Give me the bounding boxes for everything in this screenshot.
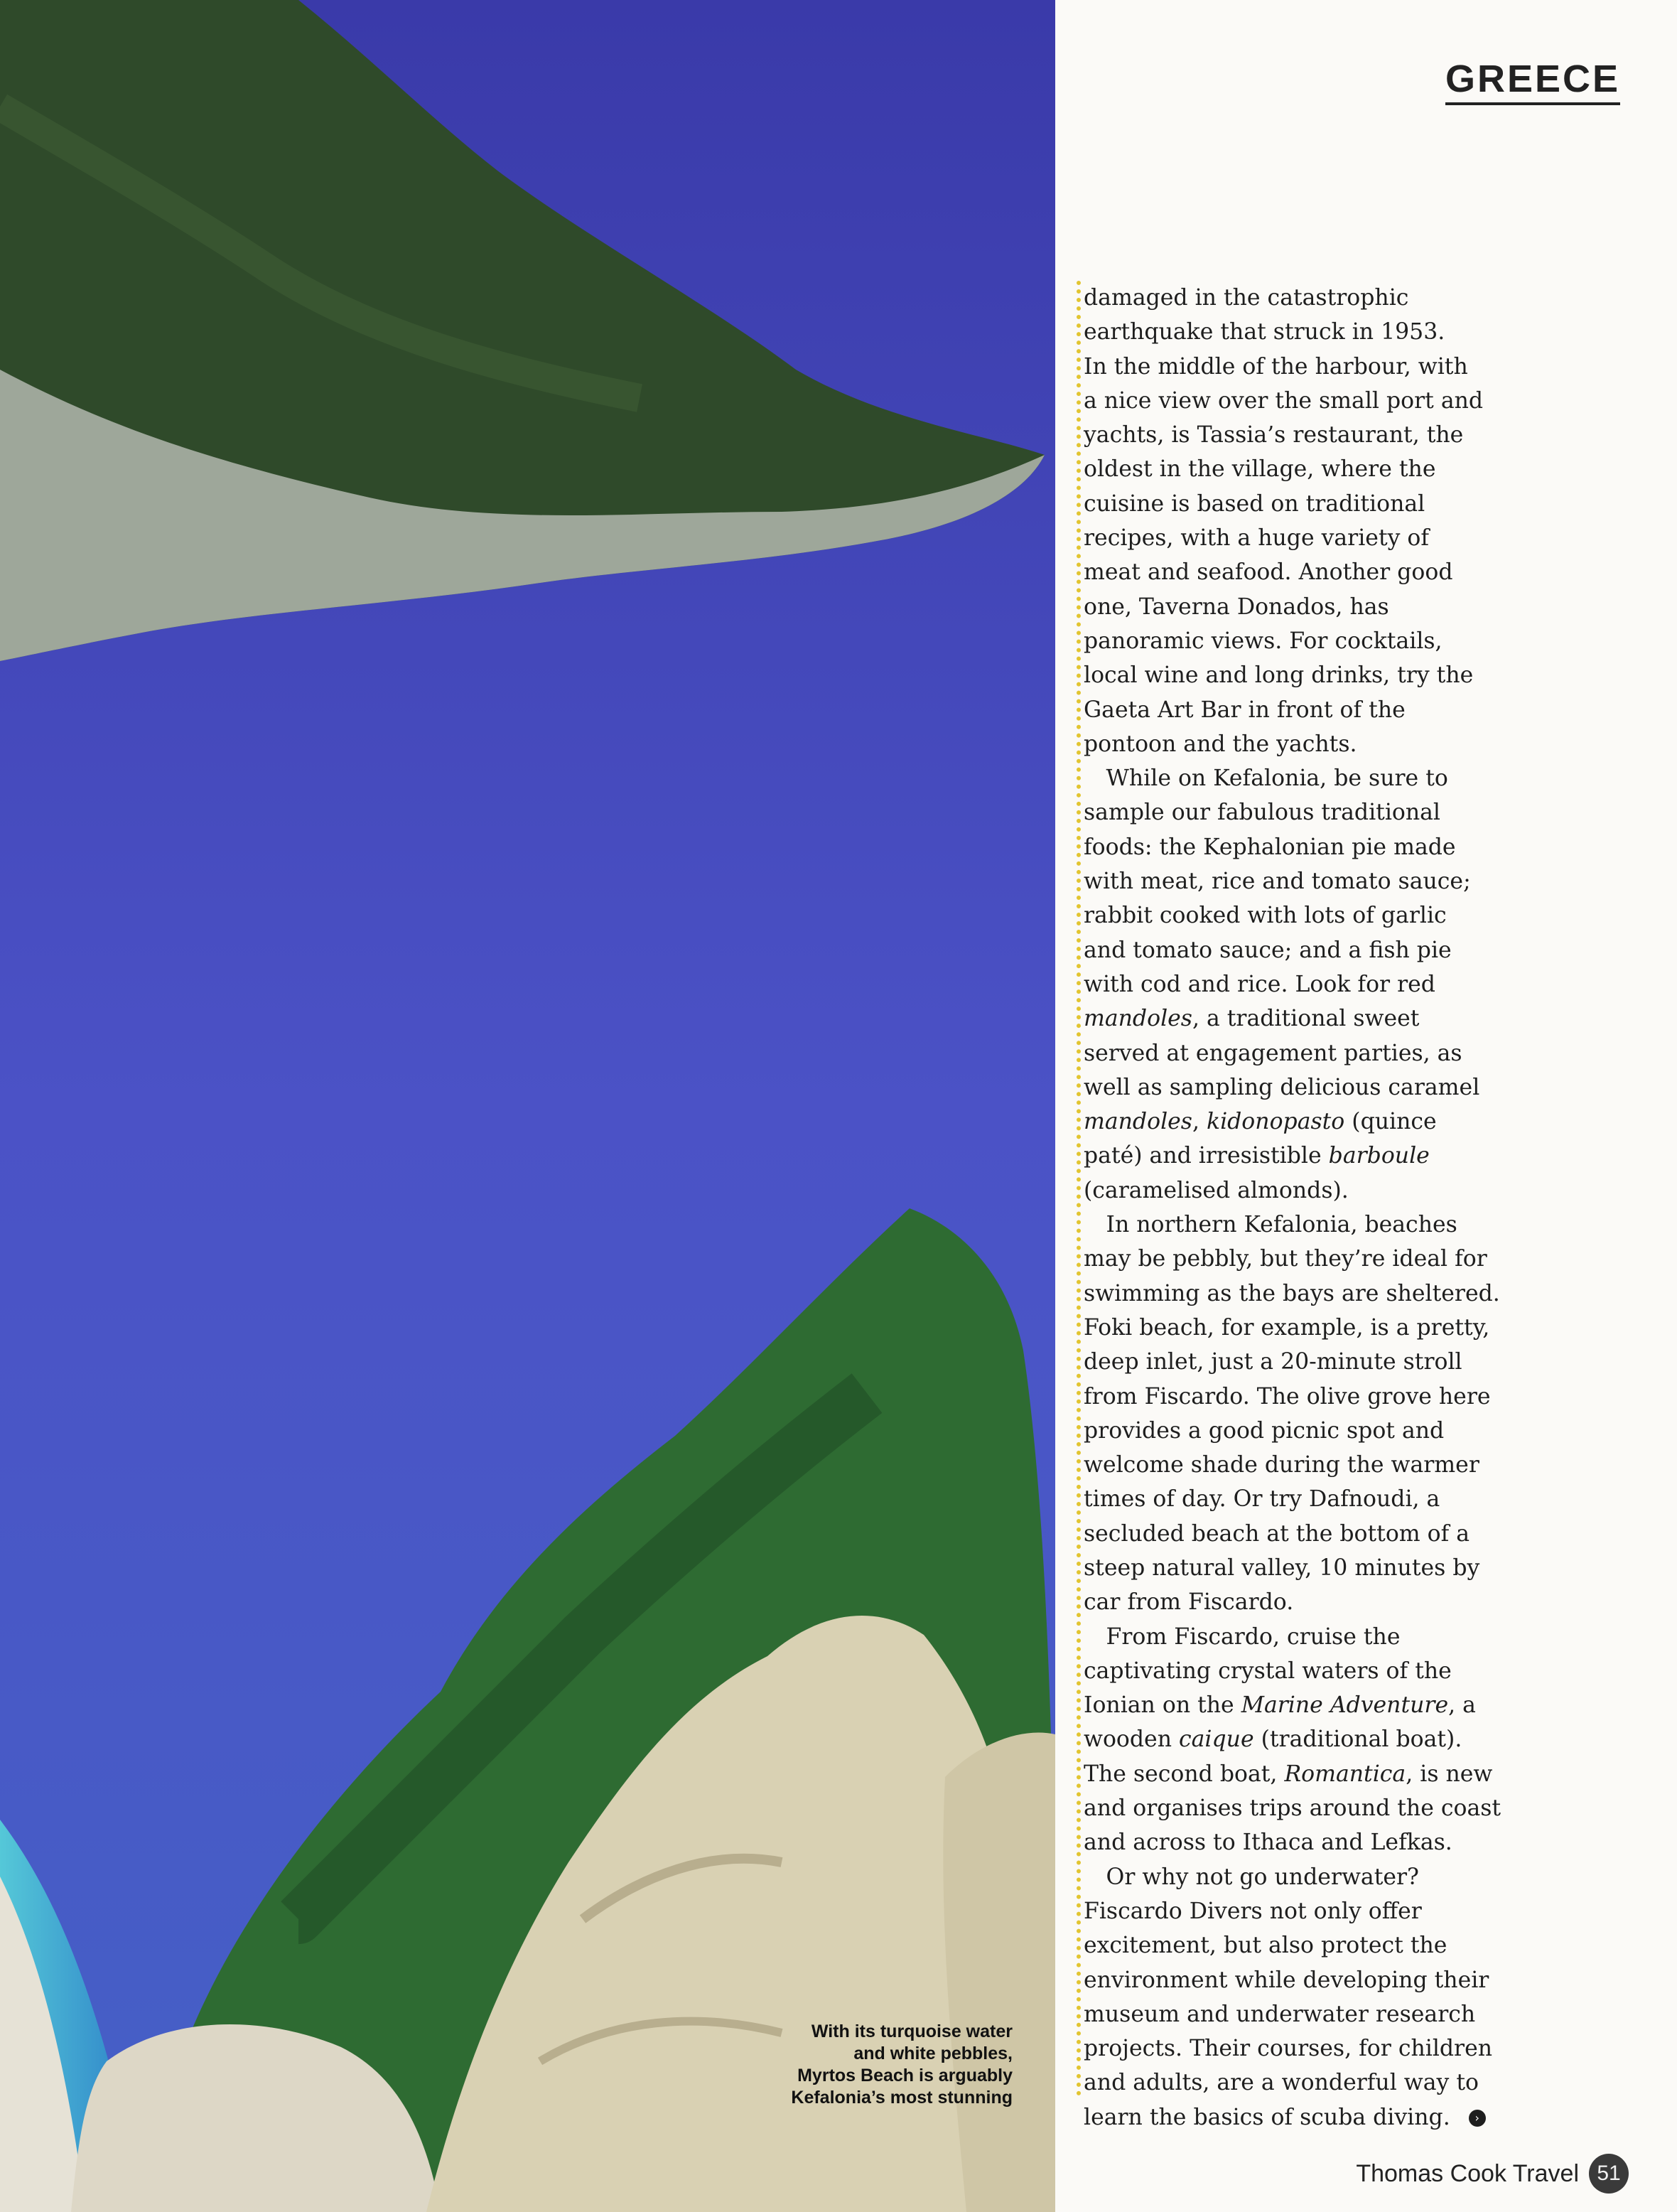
article-paragraph — [1084, 761, 1624, 1208]
article-paragraph — [1084, 1620, 1624, 1860]
text-line: rabbit cooked with lots of garlic — [1084, 903, 1447, 929]
text-line: (caramelised almonds). — [1084, 1177, 1349, 1203]
caption-line: With its turquoise water — [811, 2022, 1013, 2041]
text-line: yachts, is Tassia’s restaurant, the — [1084, 422, 1464, 449]
article-paragraph — [1084, 281, 1624, 761]
text-line: captivating crystal waters of the — [1084, 1658, 1452, 1684]
text-line: and organises trips around the coast — [1084, 1795, 1501, 1822]
text-line: from Fiscardo. The olive grove here — [1084, 1383, 1491, 1410]
text-line: excitement, but also protect the — [1084, 1933, 1447, 1959]
text-line: In the middle of the harbour, with — [1084, 353, 1468, 380]
dotted-divider — [1077, 281, 1081, 2097]
text-line: museum and underwater research — [1084, 2001, 1476, 2027]
text-line: In northern Kefalonia, beaches — [1084, 1212, 1457, 1238]
text-line: mandoles, kidonopasto (quince — [1084, 1109, 1437, 1135]
text-line: and adults, are a wonderful way to — [1084, 2070, 1479, 2096]
text-line: panoramic views. For cocktails, — [1084, 628, 1443, 654]
article-end-icon: › — [1469, 2110, 1486, 2127]
caption-line: Myrtos Beach is arguably — [797, 2066, 1013, 2085]
text-line: provides a good picnic spot and — [1084, 1417, 1445, 1444]
text-line: deep inlet, just a 20-minute stroll — [1084, 1349, 1462, 1375]
article-paragraph — [1084, 1860, 1624, 2135]
text-line: paté) and irresistible barboule — [1084, 1143, 1430, 1169]
text-line: meat and seafood. Another good — [1084, 559, 1453, 586]
text-line: secluded beach at the bottom of a — [1084, 1520, 1470, 1547]
text-line: steep natural valley, 10 minutes by — [1084, 1555, 1480, 1581]
text-line: foods: the Kephalonian pie made — [1084, 834, 1456, 860]
text-line: welcome shade during the warmer — [1084, 1452, 1479, 1478]
photo-caption — [686, 2021, 1013, 2109]
text-line: a nice view over the small port and — [1084, 387, 1484, 414]
text-line: recipes, with a huge variety of — [1084, 525, 1430, 552]
text-line: car from Fiscardo. — [1084, 1589, 1294, 1616]
text-line: Fiscardo Divers not only offer — [1084, 1898, 1422, 1924]
text-line: Or why not go underwater? — [1084, 1864, 1419, 1890]
text-line: damaged in the catastrophic — [1084, 285, 1409, 311]
text-line: oldest in the village, where the — [1084, 456, 1436, 483]
section-label: GREECE — [1445, 58, 1620, 105]
article-paragraph — [1084, 1208, 1624, 1620]
text-line: learn the basics of scuba diving. › — [1084, 2100, 1624, 2135]
page-footer — [1356, 2152, 1629, 2195]
text-line: one, Taverna Donados, has — [1084, 594, 1389, 620]
text-line: local wine and long drinks, try the — [1084, 662, 1474, 689]
text-line: Ionian on the Marine Adventure, a — [1084, 1692, 1476, 1719]
article-body — [1084, 281, 1624, 2135]
text-line: Foki beach, for example, is a pretty, — [1084, 1314, 1490, 1341]
publication-name: Thomas Cook Travel — [1356, 2159, 1579, 2187]
text-line: pontoon and the yachts. — [1084, 731, 1357, 757]
text-line: mandoles, a traditional sweet — [1084, 1006, 1420, 1032]
text-line: cuisine is based on traditional — [1084, 490, 1425, 517]
text-line: and across to Ithaca and Lefkas. — [1084, 1830, 1452, 1856]
text-line: well as sampling delicious caramel — [1084, 1074, 1480, 1100]
text-line: projects. Their courses, for children — [1084, 2036, 1493, 2062]
text-line: served at engagement parties, as — [1084, 1040, 1462, 1066]
text-line: earthquake that struck in 1953. — [1084, 319, 1445, 345]
text-line: with cod and rice. Look for red — [1084, 971, 1435, 997]
text-line: The second boat, Romantica, is new — [1084, 1761, 1493, 1787]
page-number: 51 — [1589, 2154, 1629, 2194]
text-line: From Fiscardo, cruise the — [1084, 1623, 1401, 1650]
text-line: times of day. Or try Dafnoudi, a — [1084, 1486, 1440, 1513]
text-line: wooden caique (traditional boat). — [1084, 1727, 1462, 1753]
text-line: may be pebbly, but they’re ideal for — [1084, 1246, 1487, 1272]
text-line: Gaeta Art Bar in front of the — [1084, 697, 1406, 723]
text-line: with meat, rice and tomato sauce; — [1084, 869, 1471, 895]
text-line: swimming as the bays are sheltered. — [1084, 1280, 1500, 1306]
text-line: sample our fabulous traditional — [1084, 800, 1441, 826]
caption-line: and white pebbles, — [853, 2044, 1013, 2063]
text-line: environment while developing their — [1084, 1967, 1489, 1993]
caption-line: Kefalonia’s most stunning — [791, 2088, 1013, 2108]
text-line: and tomato sauce; and a fish pie — [1084, 937, 1452, 963]
text-line: While on Kefalonia, be sure to — [1084, 766, 1448, 792]
